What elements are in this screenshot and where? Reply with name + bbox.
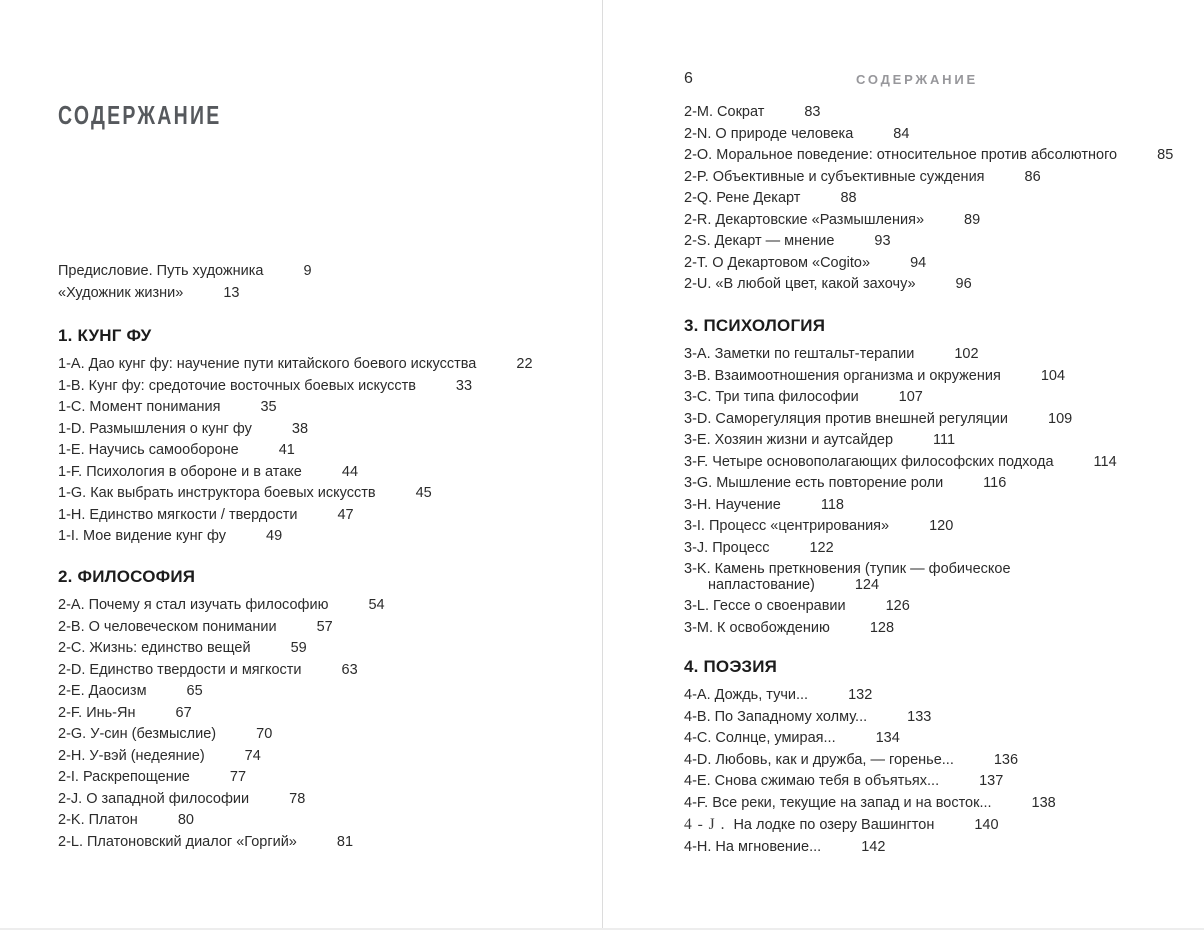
toc-entry-line <box>684 412 1117 428</box>
toc-entry-line <box>684 234 1173 250</box>
toc-entry <box>58 727 385 743</box>
toc-entry-page: 132 <box>848 687 873 703</box>
toc-entry <box>684 688 1056 704</box>
toc-entry <box>58 357 533 373</box>
toc-entry-page: 85 <box>1157 147 1174 163</box>
toc-entry <box>58 641 385 657</box>
toc-entry <box>58 598 385 614</box>
toc-entry-title: 2-C. Жизнь: единство вещей <box>58 640 251 656</box>
toc-entry-title: 3-G. Мышление есть повторение роли <box>684 475 944 491</box>
toc-entry-page: 142 <box>861 838 886 855</box>
toc-entry <box>684 817 1056 834</box>
toc-entry <box>684 234 1173 250</box>
toc-entry-title: 1-E. Научись самообороне <box>58 442 239 458</box>
section-heading: 2. ФИЛОСОФИЯ <box>58 567 196 586</box>
toc-entry-line <box>684 817 1056 834</box>
toc-entry-title: 3-F. Четыре основополагающих философских подхода <box>684 453 1054 470</box>
toc-entry-page: 63 <box>341 661 358 678</box>
section-poetry <box>684 657 1056 861</box>
toc-entry-title: 1-D. Размышления о кунг фу <box>58 420 252 437</box>
toc-right-page <box>602 0 1204 932</box>
toc-entry-title: Предисловие. Путь художника <box>58 263 264 279</box>
toc-entry-page: 111 <box>933 432 956 448</box>
toc-entry-page: 136 <box>993 751 1019 768</box>
toc-entry-title: 2-N. О природе человека <box>684 125 854 142</box>
toc-entry-line <box>684 390 1117 406</box>
toc-entry-title: 2-D. Единство твердости и мягкости <box>58 661 302 678</box>
toc-entry-line <box>684 476 1117 492</box>
toc-entry <box>58 422 533 438</box>
toc-entry-page: 78 <box>289 790 306 807</box>
toc-entry <box>684 105 1173 121</box>
toc-entry <box>684 731 1056 747</box>
toc-entry-page: 104 <box>1040 367 1066 384</box>
toc-entry <box>58 706 385 722</box>
toc-entry <box>684 599 1117 615</box>
toc-entry <box>58 770 385 786</box>
toc-entry-page: 86 <box>1024 168 1041 185</box>
toc-entry-line <box>684 170 1173 186</box>
toc-entry-page: 35 <box>260 399 277 415</box>
toc-entry-line <box>58 641 385 657</box>
toc-entry-line <box>684 347 1117 363</box>
toc-entry-title: 1-C. Момент понимания <box>58 399 221 415</box>
toc-entry-line <box>58 357 533 373</box>
toc-entry-line <box>58 400 533 416</box>
toc-entry-line <box>58 379 533 395</box>
toc-entry-title: 2-P. Объективные и субъективные суждения <box>684 168 985 185</box>
toc-entry <box>684 170 1173 186</box>
toc-entry-page: 114 <box>1093 453 1117 470</box>
toc-entry <box>684 127 1173 143</box>
toc-entry <box>58 443 533 459</box>
section-philosophy <box>58 567 385 856</box>
toc-entry-line <box>58 792 385 808</box>
toc-entry-page: 81 <box>336 833 354 850</box>
toc-entry <box>684 455 1117 471</box>
toc-entry-line <box>684 148 1173 164</box>
toc-entry-title: 2-F. Инь-Ян <box>58 704 136 721</box>
toc-entry-line <box>684 840 1056 856</box>
toc-entry-line <box>58 443 533 459</box>
page-bottom-edge <box>0 928 1204 930</box>
toc-entry <box>684 191 1173 207</box>
toc-entry-page: 102 <box>954 346 979 362</box>
running-header: СОДЕРЖАНИЕ <box>856 72 978 87</box>
toc-entry-line <box>58 422 533 438</box>
toc-entry-title: 2-S. Декарт — мнение <box>684 233 835 249</box>
toc-entry-page: 45 <box>415 485 432 501</box>
toc-entry-title: 1-I. Мое видение кунг фу <box>58 528 227 544</box>
toc-entry-line <box>58 835 385 851</box>
toc-entry <box>58 792 385 808</box>
toc-entry <box>684 621 1117 637</box>
toc-entry-title: 1-A. Дао кунг фу: научение пути китайского боевого искусства <box>58 356 477 372</box>
toc-entry-page: 65 <box>186 683 203 699</box>
toc-entry <box>684 498 1117 514</box>
toc-entry <box>684 753 1056 769</box>
toc-entry-line <box>684 599 1117 615</box>
toc-entry-title: 3-H. Научение <box>684 496 781 513</box>
toc-entry-page: 13 <box>223 284 240 301</box>
toc-entry <box>684 369 1117 385</box>
toc-entry-title: 4-D. Любовь, как и дружба, — горенье... <box>684 751 954 768</box>
toc-entry-line <box>58 770 385 786</box>
toc-entry-line <box>684 256 1173 272</box>
toc-entry-page: 134 <box>875 730 900 746</box>
toc-entry-page: 88 <box>840 190 857 206</box>
toc-entry-title: 1-B. Кунг фу: средоточие восточных боевых искусств <box>58 377 416 394</box>
toc-entry-title: 3-D. Саморегуляция против внешней регуляции <box>684 410 1009 427</box>
toc-entry-page: 89 <box>964 211 981 228</box>
toc-entry-line <box>58 663 385 679</box>
toc-entry-title: 2-G. У-син (безмыслие) <box>58 726 217 742</box>
toc-entry-title: 3-J. Процесс <box>684 539 770 556</box>
toc-entry-title: 4-C. Солнце, умирая... <box>684 730 836 746</box>
toc-entry-line <box>684 369 1117 385</box>
section-philosophy-continued <box>684 105 1173 299</box>
toc-entry-line <box>684 277 1173 293</box>
toc-entry <box>58 684 385 700</box>
toc-entry-title: 2-Q. Рене Декарт <box>684 190 801 206</box>
toc-entry-title: 2-U. «В любой цвет, какой захочу» <box>684 276 916 292</box>
toc-entry-title: 2-O. Моральное поведение: относительное против абсолютного <box>684 147 1118 163</box>
toc-entry <box>58 529 533 545</box>
toc-entry-title: 2-L. Платоновский диалог «Горгий» <box>58 833 297 850</box>
section-heading: 4. ПОЭЗИЯ <box>684 657 778 676</box>
toc-entry <box>684 347 1117 363</box>
toc-entry <box>684 796 1056 812</box>
toc-entry <box>58 486 533 502</box>
toc-entry-page: 77 <box>229 769 247 785</box>
toc-entry <box>58 508 533 524</box>
toc-entry-line-continuation <box>684 578 1117 594</box>
toc-entry-title: 3-A. Заметки по гештальт-терапии <box>684 346 915 362</box>
toc-entry-title: 4-B. По Западному холму... <box>684 708 868 725</box>
toc-entry <box>58 749 385 765</box>
toc-entry <box>684 433 1117 449</box>
toc-entry-line <box>58 508 533 524</box>
toc-entry <box>58 620 385 636</box>
toc-entry <box>58 465 533 481</box>
toc-entry-line <box>58 620 385 636</box>
toc-entry-title: 2-M. Сократ <box>684 104 765 120</box>
front-matter-list <box>58 264 312 307</box>
toc-entry-line <box>58 465 533 481</box>
toc-entry-line <box>684 455 1117 471</box>
toc-entry-page: 67 <box>175 704 192 721</box>
toc-entry <box>684 840 1056 856</box>
toc-entry-page: 47 <box>337 506 354 523</box>
section-psychology <box>684 316 1117 642</box>
toc-entry-title: 2-R. Декартовские «Размышления» <box>684 211 925 228</box>
toc-entry-line <box>684 796 1056 812</box>
toc-entry-line <box>684 433 1117 449</box>
toc-entry-line <box>58 727 385 743</box>
toc-entry-page: 38 <box>291 420 309 437</box>
toc-entry-page: 124 <box>854 576 880 593</box>
toc-entry-title: 2-I. Раскрепощение <box>58 769 190 785</box>
toc-entry-page: 133 <box>907 708 932 725</box>
toc-entry-page: 93 <box>874 233 891 249</box>
toc-entry-page: 41 <box>278 442 295 458</box>
toc-entry-line <box>684 191 1173 207</box>
toc-entry <box>684 412 1117 428</box>
toc-entry-page: 120 <box>929 518 954 534</box>
section-kung-fu <box>58 326 533 551</box>
toc-entry-page: 118 <box>820 496 844 513</box>
toc-entry-line <box>684 105 1173 121</box>
toc-entry <box>58 813 385 829</box>
toc-entry-title: 2-J. О западной философии <box>58 790 250 807</box>
toc-entry-line <box>684 753 1056 769</box>
toc-entry-title: 4-E. Снова сжимаю тебя в объятьях... <box>684 773 940 789</box>
toc-entry <box>58 264 312 280</box>
toc-entry-page: 80 <box>177 812 194 828</box>
toc-entry-page: 109 <box>1048 410 1073 427</box>
toc-entry <box>684 519 1117 535</box>
toc-entry-page: 70 <box>256 726 273 742</box>
toc-entry-title: 3-L. Гессе о своенравии <box>684 598 846 614</box>
toc-entry <box>58 835 385 851</box>
toc-entry <box>684 148 1173 164</box>
toc-entry-page: 54 <box>368 597 385 613</box>
toc-entry-page: 74 <box>244 747 261 764</box>
toc-entry-page: 138 <box>1031 794 1056 811</box>
toc-entry-title: 1-G. Как выбрать инструктора боевых искусств <box>58 485 376 501</box>
toc-entry-page: 94 <box>910 254 927 271</box>
toc-entry-page: 140 <box>974 817 999 833</box>
page-number: 6 <box>684 70 693 87</box>
toc-entry-title: 3-C. Три типа философии <box>684 389 859 405</box>
toc-entry-title: На лодке по озеру Вашингтон <box>733 817 935 833</box>
toc-entry-page: 59 <box>290 640 307 656</box>
toc-entry <box>684 541 1117 557</box>
toc-entry-page: 84 <box>893 125 910 142</box>
toc-entry-line <box>58 813 385 829</box>
toc-entry-title: 1-H. Единство мягкости / твердости <box>58 506 298 523</box>
toc-entry <box>58 286 312 302</box>
toc-entry-line <box>684 519 1117 535</box>
toc-entry-title: 3-M. К освобождению <box>684 619 830 636</box>
toc-entry-line <box>684 731 1056 747</box>
toc-entry-title: 3-E. Хозяин жизни и аутсайдер <box>684 432 894 448</box>
toc-entry-page: 83 <box>804 104 821 120</box>
toc-entry-line <box>684 127 1173 143</box>
toc-entry <box>684 476 1117 492</box>
toc-entry-title: 2-T. О Декартовом «Cogito» <box>684 254 871 271</box>
toc-entry-line <box>58 264 312 280</box>
toc-entry-page: 107 <box>898 389 923 405</box>
toc-entry <box>58 379 533 395</box>
toc-entry <box>684 390 1117 406</box>
toc-entry-page: 96 <box>955 276 972 292</box>
toc-entry-line <box>684 541 1117 557</box>
toc-entry-title: 2-K. Платон <box>58 812 138 828</box>
toc-entry-line <box>58 529 533 545</box>
toc-entry-page: 137 <box>979 773 1004 789</box>
toc-entry-line <box>58 598 385 614</box>
toc-entry-title: 3-I. Процесс «центрирования» <box>684 518 890 534</box>
section-heading: 1. КУНГ ФУ <box>58 326 152 345</box>
toc-entry-page: 126 <box>885 598 910 614</box>
toc-entry-title: 1-F. Психология в обороне и в атаке <box>58 463 302 480</box>
toc-entry-line <box>684 213 1173 229</box>
toc-entry-line <box>58 749 385 765</box>
toc-entry-line <box>58 706 385 722</box>
toc-entry-line <box>684 774 1056 790</box>
toc-entry-line <box>58 486 533 502</box>
toc-entry <box>58 663 385 679</box>
toc-entry-title: «Художник жизни» <box>58 284 184 301</box>
toc-entry-line <box>684 621 1117 637</box>
toc-entry-title: 2-E. Даосизм <box>58 683 147 699</box>
toc-entry-line <box>684 498 1117 514</box>
toc-entry-title: 4-H. На мгновение... <box>684 838 822 855</box>
toc-entry-line <box>58 684 385 700</box>
toc-entry <box>684 774 1056 790</box>
toc-entry-page: 49 <box>266 528 283 544</box>
toc-entry-prefix: 4 - J . <box>684 816 726 833</box>
toc-entry-line <box>684 562 1117 578</box>
toc-entry-page: 122 <box>809 539 834 556</box>
toc-entry-page: 22 <box>516 356 533 372</box>
section-heading: 3. ПСИХОЛОГИЯ <box>684 316 826 335</box>
toc-entry-page: 9 <box>303 263 312 279</box>
toc-entry-title: 2-A. Почему я стал изучать философию <box>58 597 329 613</box>
toc-entry-title: 2-B. О человеческом понимании <box>58 618 277 635</box>
toc-entry <box>684 710 1056 726</box>
toc-entry <box>58 400 533 416</box>
toc-entry-line <box>684 688 1056 704</box>
toc-entry <box>684 213 1173 229</box>
toc-entry <box>684 256 1173 272</box>
toc-entry-title: 3-K. Камень преткновения (тупик — фобическое <box>684 561 1011 577</box>
toc-title: СОДЕРЖАНИЕ <box>58 100 222 130</box>
toc-entry-page: 57 <box>316 618 333 635</box>
toc-entry-title: 3-B. Взаимоотношения организма и окружения <box>684 367 1001 384</box>
toc-entry-page: 33 <box>455 377 473 394</box>
toc-entry-title: 4-A. Дождь, тучи... <box>684 687 809 703</box>
toc-entry-title: 4-F. Все реки, текущие на запад и на восток... <box>684 794 992 811</box>
toc-entry-page: 128 <box>869 619 895 636</box>
toc-entry-page: 116 <box>983 475 1007 491</box>
toc-entry-title: напластование) <box>708 576 815 593</box>
toc-entry-page: 44 <box>341 463 359 480</box>
toc-entry-line <box>58 286 312 302</box>
toc-entry <box>684 277 1173 293</box>
toc-entry-line <box>684 710 1056 726</box>
toc-entry-title: 2-H. У-вэй (недеяние) <box>58 747 205 764</box>
toc-entry <box>684 562 1117 593</box>
